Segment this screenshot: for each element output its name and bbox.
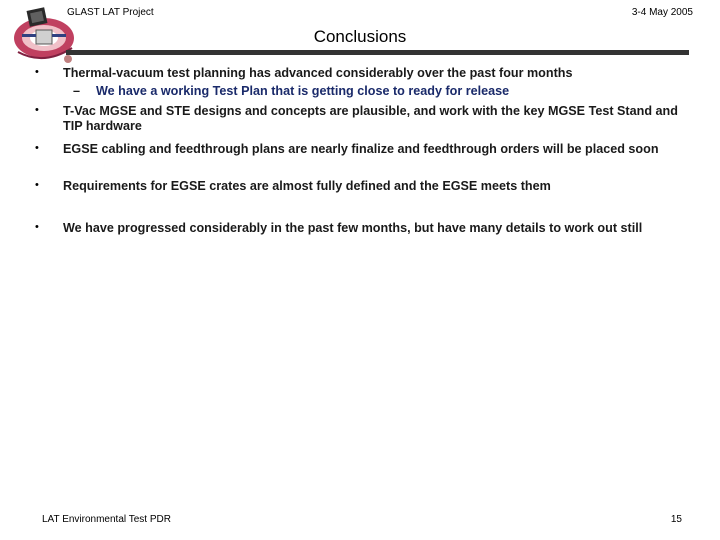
- bullet-text: Thermal-vacuum test planning has advanced considerably over the past four months: [63, 66, 573, 80]
- header-project: GLAST LAT Project: [67, 7, 154, 18]
- bullet-marker: •: [35, 142, 39, 154]
- bullet-marker: •: [35, 221, 39, 233]
- sub-bullet-marker: –: [73, 84, 81, 98]
- bullet-text: Requirements for EGSE crates are almost fully defined and the EGSE meets them: [63, 179, 551, 193]
- bullet-marker: •: [35, 66, 39, 78]
- page-title: Conclusions: [313, 27, 407, 46]
- footer-label: LAT Environmental Test PDR: [42, 514, 171, 525]
- page-number: 15: [670, 514, 682, 525]
- bullet-marker: •: [35, 179, 39, 191]
- sub-bullet-text: We have a working Test Plan that is getting close to ready for release: [96, 84, 510, 98]
- bullet-text: T-Vac MGSE and STE designs and concepts are plausible, and work with the key MGSE Test Stand and TIP hardware: [63, 104, 678, 133]
- title-rule: [66, 50, 689, 55]
- bullet-text: EGSE cabling and feedthrough plans are nearly finalize and feedthrough orders will be placed soon: [63, 142, 659, 156]
- bullet-text: We have progressed considerably in the past few months, but have many details to work out still: [63, 221, 643, 235]
- header-date: 3-4 May 2005: [631, 7, 693, 18]
- bullet-marker: •: [35, 104, 39, 116]
